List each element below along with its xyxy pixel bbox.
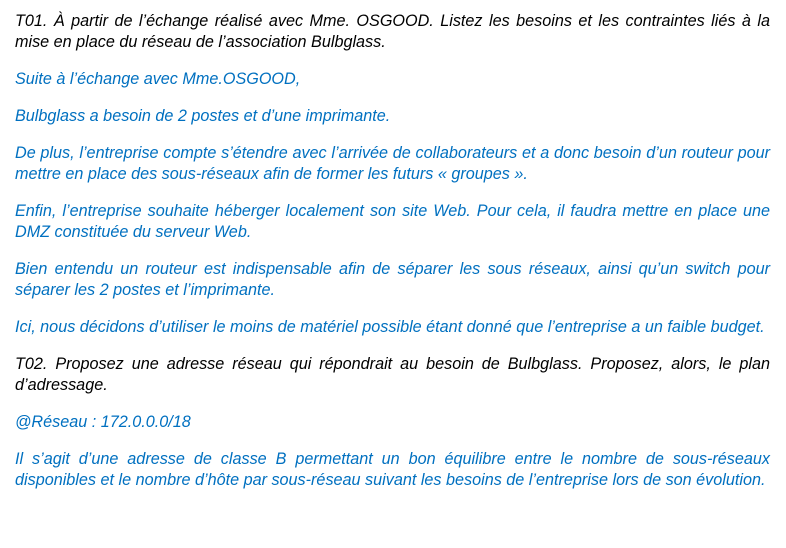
answer-class-b-explanation: Il s’agit d’une adresse de classe B permettant un bon équilibre entre le nombre de sous-réseaux disponibles et le nombre d’hôte par sous-réseau suivant les besoins de l’entreprise lors de son évolution. [15,450,770,489]
question-t02: T02. Proposez une adresse réseau qui répondrait au besoin de Bulbglass. Proposez, alors, le plan d’adressage. [15,355,770,394]
answer-intro: Suite à l’échange avec Mme.OSGOOD, [15,70,301,88]
question-t01: T01. À partir de l’échange réalisé avec Mme. OSGOOD. Listez les besoins et les contraintes liés à la mise en place du réseau de l’association Bulbglass. [15,12,770,51]
answer-router-switch: Bien entendu un routeur est indispensable afin de séparer les sous réseaux, ainsi qu’un switch pour séparer les 2 postes et l’imprimante. [15,260,770,299]
answer-dmz-web-server: Enfin, l’entreprise souhaite héberger localement son site Web. Pour cela, il faudra mettre en place une DMZ constituée du serveur Web. [15,202,770,241]
answer-equipment-needs: Bulbglass a besoin de 2 postes et d’une imprimante. [15,107,391,125]
answer-budget-constraint: Ici, nous décidons d’utiliser le moins de matériel possible étant donné que l’entreprise a un faible budget. [15,318,765,336]
document-body [15,11,770,507]
answer-network-address: @Réseau : 172.0.0.0/18 [15,413,191,431]
answer-router-subnets: De plus, l’entreprise compte s’étendre avec l’arrivée de collaborateurs et a donc besoin d’un routeur pour mettre en place des sous-réseaux afin de former les futurs « groupes ». [15,144,770,183]
